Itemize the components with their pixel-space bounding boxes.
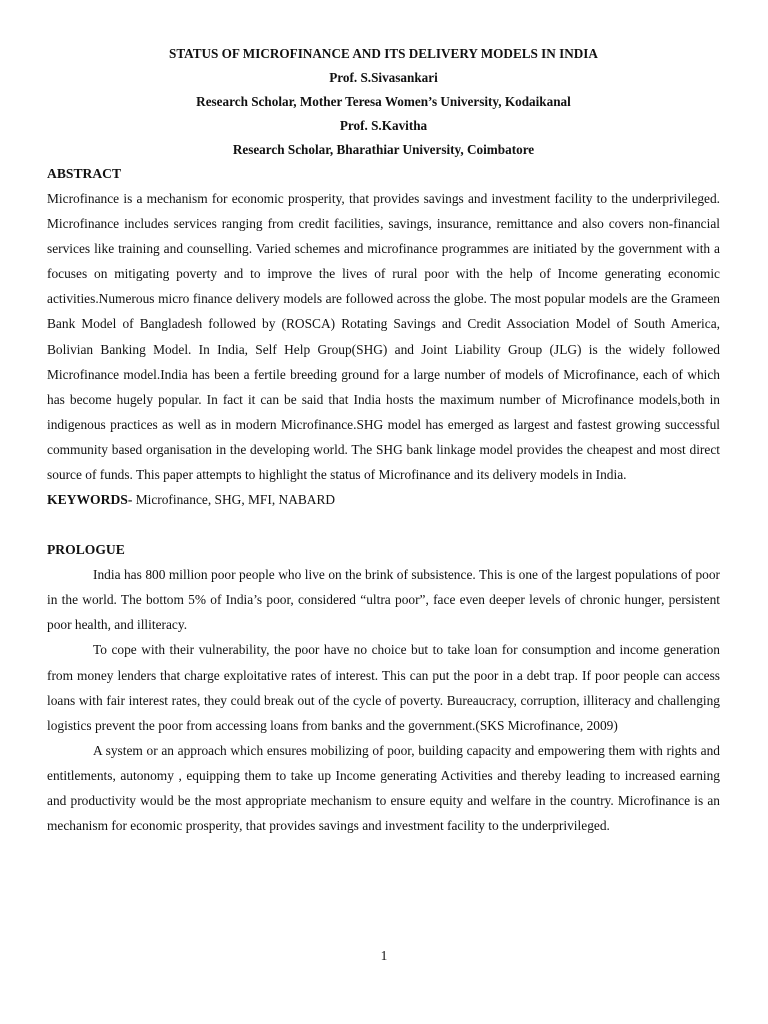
author-1-affiliation: Research Scholar, Mother Teresa Women’s University, Kodaikanal — [196, 94, 571, 109]
prologue-paragraph-1: India has 800 million poor people who live on the brink of subsistence. This is one of the largest populations of poor in the world. The bottom 5% of India’s poor, considered “ultra poor”, face even deeper levels of chronic hunger, persistent poor health, and illiteracy. — [47, 567, 720, 633]
author-2-affiliation: Research Scholar, Bharathiar University, Coimbatore — [232, 142, 535, 157]
page-number: 1 — [380, 948, 388, 963]
author-1-name: Prof. S.Sivasankari — [329, 70, 438, 85]
abstract-text: Microfinance is a mechanism for economic prosperity, that provides savings and investment facility to the underprivileged. Microfinance includes services ranging from credit facilities, savings, insurance, remittance and also covers non-financial services like training and counselling. Varied schemes and microfinance programmes are initiated by the government with a focuses on mitigating poverty and to improve the lives of rural poor with the help of Income generating economic activities.Numerous micro finance delivery models are followed across the globe. The most popular models are the Grameen Bank Model of Bangladesh followed by (ROSCA) Rotating Savings and Credit Association Model of South America, Bolivian Banking Model. In India, Self Help Group(SHG) and Joint Liability Group (JLG) is the widely followed Microfinance model.India has been a fertile breeding ground for a large number of models of Microfinance, each of which has become hugely popular. In fact it can be said that India hosts the maximum number of Microfinance models,both in indigenous practices as well as in modern Microfinance.SHG model has emerged as largest and fastest growing successful community based organisation in the developing world. The SHG bank linkage model provides the cheapest and most direct source of funds. This paper attempts to highlight the status of Microfinance and its delivery models in India. — [47, 191, 720, 483]
keywords-line — [47, 487, 720, 512]
prologue-paragraph-2: To cope with their vulnerability, the poor have no choice but to take loan for consumption and income generation from money lenders that charge exploitative rates of interest. This can put the poor in a debt trap. If poor people can access loans with fair interest rates, they could break out of the cycle of poverty. Bureaucracy, corruption, illiteracy and challenging logistics prevent the poor from accessing loans from banks and the government.(SKS Microfinance, 2009) — [47, 642, 720, 733]
prologue-paragraph-3: A system or an approach which ensures mobilizing of poor, building capacity and empowering them with rights and entitlements, autonomy , equipping them to take up Income generating Activities and thereby leading to increased earning and productivity would be the most appropriate mechanism to ensure equity and welfare in the country. Microfinance is an mechanism for economic prosperity, that provides savings and investment facility to the underprivileged. — [47, 742, 720, 834]
paper-title: STATUS OF MICROFINANCE AND ITS DELIVERY MODELS IN INDIA — [169, 46, 598, 61]
prologue-heading: PROLOGUE — [47, 542, 125, 558]
keywords-label: KEYWORDS- — [47, 492, 133, 508]
keywords-text: Microfinance, SHG, MFI, NABARD — [132, 492, 336, 508]
abstract-heading: ABSTRACT — [47, 166, 122, 181]
author-2-name: Prof. S.Kavitha — [339, 118, 428, 133]
